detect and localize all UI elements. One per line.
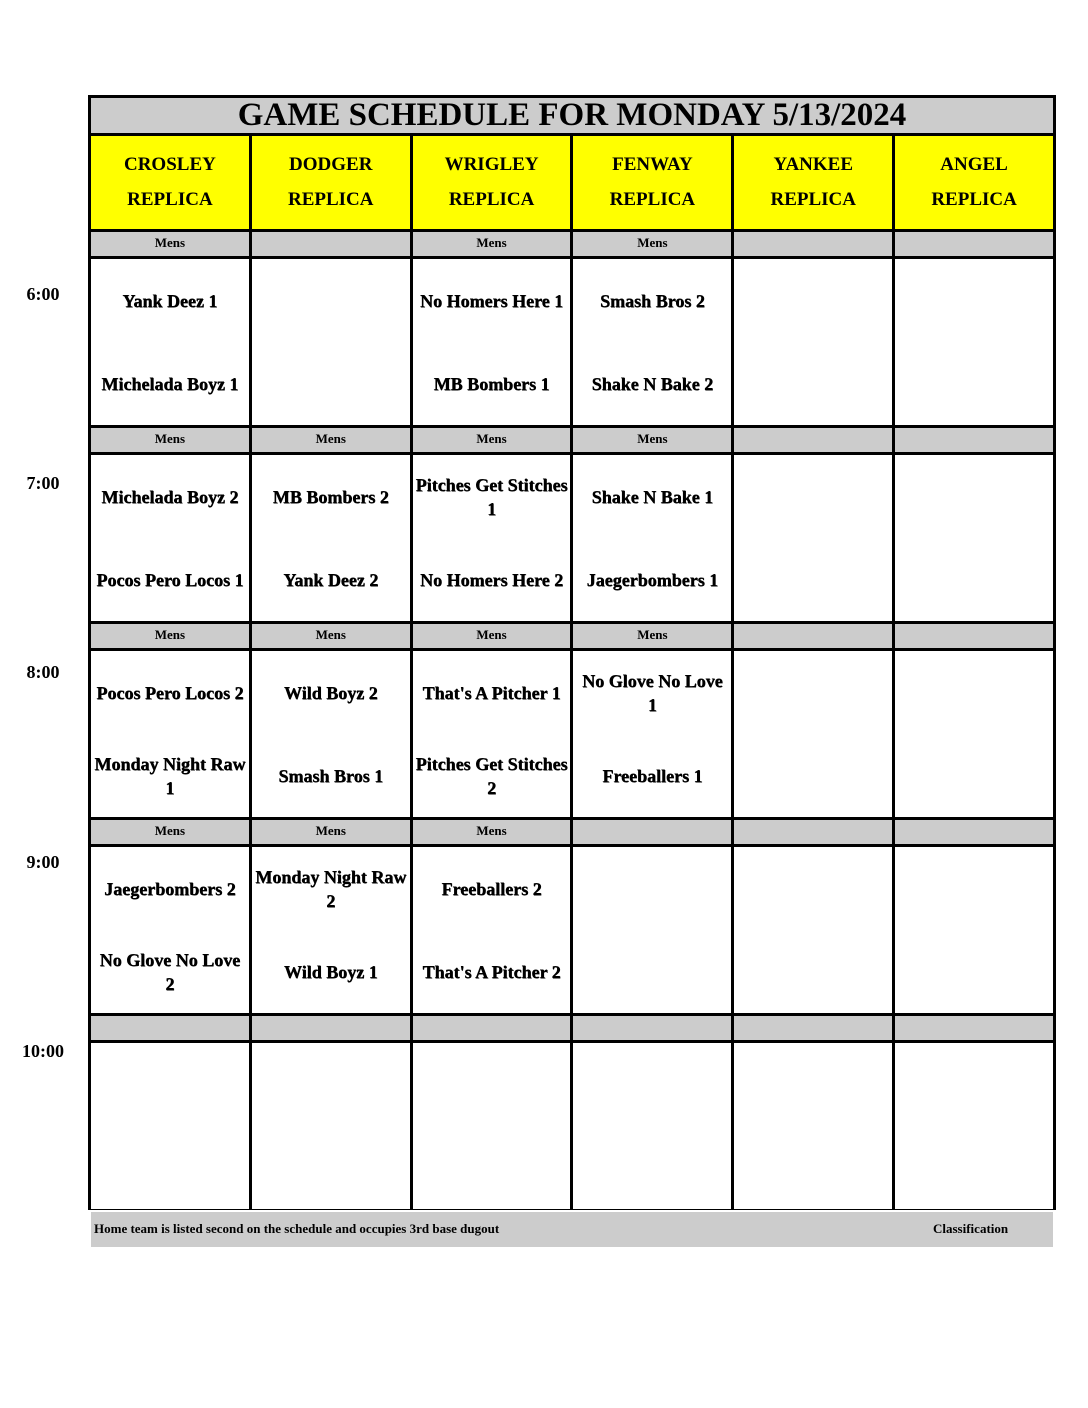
classification-cell: Mens	[91, 232, 249, 256]
game-cell	[895, 259, 1053, 425]
home-team: Shake N Bake 2	[591, 373, 714, 394]
home-team	[734, 1126, 892, 1209]
time-column	[0, 0, 88, 1408]
game-cell	[413, 1043, 571, 1209]
away-team	[895, 651, 1053, 734]
away-team: That's A Pitcher 1	[422, 682, 561, 703]
game-cell	[91, 651, 249, 817]
game-cell	[252, 1043, 410, 1209]
home-team	[252, 1126, 410, 1209]
game-cell	[413, 651, 571, 817]
home-team: No Homers Here 2	[420, 569, 564, 590]
classification-cell: Mens	[91, 624, 249, 648]
game-cell	[573, 847, 731, 1013]
classification-cell: Mens	[573, 624, 731, 648]
classification-cell	[734, 232, 892, 256]
field-type: REPLICA	[448, 189, 535, 210]
field-type: REPLICA	[770, 189, 856, 210]
away-team	[413, 1043, 571, 1126]
field-name: CROSLEY	[123, 154, 216, 175]
classification-cell: Mens	[413, 428, 571, 452]
away-team	[734, 455, 892, 538]
game-cell	[413, 259, 571, 425]
home-team: Pocos Pero Locos 1	[96, 569, 244, 590]
away-team: Freeballers 2	[441, 878, 542, 899]
home-team	[413, 1126, 571, 1209]
game-cell	[734, 1043, 892, 1209]
away-team	[895, 455, 1053, 538]
home-team	[734, 342, 892, 425]
home-team: Yank Deez 2	[283, 569, 379, 590]
game-cell	[895, 1043, 1053, 1209]
field-header	[252, 136, 410, 229]
classification-cell	[895, 624, 1053, 648]
classification-cell	[895, 232, 1053, 256]
classification-cell: Mens	[91, 820, 249, 844]
classification-cell	[413, 1016, 571, 1040]
classification-cell: Mens	[413, 820, 571, 844]
field-header	[573, 136, 731, 229]
time-label: 7:00	[26, 473, 60, 493]
home-team: Pitches Get Stitches 2	[415, 753, 568, 798]
field-type: REPLICA	[609, 189, 696, 210]
field-header	[413, 136, 571, 229]
classification-cell	[573, 820, 731, 844]
classification-cell: Mens	[573, 428, 731, 452]
classification-cell: Mens	[252, 624, 410, 648]
classification-cell	[91, 1016, 249, 1040]
away-team: Shake N Bake 1	[591, 486, 714, 507]
game-cell	[252, 651, 410, 817]
away-team: Pitches Get Stitches 1	[415, 474, 568, 519]
home-team	[734, 930, 892, 1013]
classification-cell: Mens	[413, 624, 571, 648]
classification-cell: Mens	[573, 232, 731, 256]
classification-label: Classification	[933, 1221, 1009, 1236]
field-name: YANKEE	[773, 154, 854, 175]
game-cell	[734, 455, 892, 621]
game-cell	[413, 455, 571, 621]
game-cell	[573, 259, 731, 425]
away-team	[573, 1043, 731, 1126]
away-team	[734, 1043, 892, 1126]
away-team	[895, 259, 1053, 342]
home-team	[895, 538, 1053, 621]
footer-note: Home team is listed second on the schedule and occupies 3rd base dugout	[94, 1221, 500, 1236]
field-name: DODGER	[289, 154, 373, 175]
time-label: 8:00	[26, 662, 60, 682]
classification-cell	[252, 232, 410, 256]
time-label: 10:00	[22, 1041, 64, 1061]
classification-cell	[895, 428, 1053, 452]
game-cell	[895, 455, 1053, 621]
time-label: 6:00	[26, 284, 60, 304]
home-team: MB Bombers 1	[433, 373, 550, 394]
game-cell	[734, 847, 892, 1013]
home-team	[252, 342, 410, 425]
classification-cell: Mens	[252, 428, 410, 452]
field-type: REPLICA	[127, 189, 213, 210]
game-cell	[413, 847, 571, 1013]
home-team	[573, 1126, 731, 1209]
away-team	[734, 259, 892, 342]
home-team	[734, 734, 892, 817]
home-team	[895, 1126, 1053, 1209]
home-team: That's A Pitcher 2	[422, 961, 561, 982]
game-cell	[252, 259, 410, 425]
field-name: WRIGLEY	[444, 154, 539, 175]
away-team: Wild Boyz 2	[283, 682, 378, 703]
classification-cell	[895, 1016, 1053, 1040]
game-cell	[91, 847, 249, 1013]
classification-cell	[734, 428, 892, 452]
away-team	[573, 847, 731, 930]
footer-band	[91, 1212, 1053, 1247]
classification-cell: Mens	[413, 232, 571, 256]
away-team: Michelada Boyz 2	[101, 486, 239, 507]
game-cell	[91, 259, 249, 425]
home-team: Monday Night Raw 1	[94, 753, 246, 798]
away-team: Monday Night Raw 2	[255, 866, 407, 911]
game-cell	[252, 455, 410, 621]
game-cell	[573, 651, 731, 817]
classification-cell	[734, 820, 892, 844]
home-team	[573, 930, 731, 1013]
home-team	[91, 1126, 249, 1209]
away-team: Pocos Pero Locos 2	[96, 682, 244, 703]
game-cell	[895, 847, 1053, 1013]
game-cell	[91, 455, 249, 621]
field-type: REPLICA	[931, 189, 1017, 210]
home-team: Smash Bros 1	[278, 765, 384, 786]
away-team	[734, 847, 892, 930]
field-header	[895, 136, 1053, 229]
away-team: MB Bombers 2	[272, 486, 389, 507]
away-team: Smash Bros 2	[600, 290, 705, 311]
away-team: No Homers Here 1	[420, 290, 564, 311]
game-cell	[734, 259, 892, 425]
game-cell	[573, 455, 731, 621]
field-header	[91, 136, 249, 229]
home-team	[895, 342, 1053, 425]
home-team: Jaegerbombers 1	[586, 569, 719, 590]
away-team: Jaegerbombers 2	[104, 878, 236, 899]
away-team	[252, 259, 410, 342]
classification-cell	[734, 1016, 892, 1040]
game-cell	[252, 847, 410, 1013]
field-name: FENWAY	[612, 154, 693, 175]
field-header	[734, 136, 892, 229]
game-cell	[573, 1043, 731, 1209]
home-team: Michelada Boyz 1	[101, 373, 239, 394]
home-team	[895, 734, 1053, 817]
away-team	[91, 1043, 249, 1126]
game-cell	[734, 651, 892, 817]
classification-cell	[573, 1016, 731, 1040]
away-team	[895, 847, 1053, 930]
classification-cell: Mens	[252, 820, 410, 844]
home-team: Freeballers 1	[602, 765, 703, 786]
away-team	[734, 651, 892, 734]
home-team: Wild Boyz 1	[283, 961, 378, 982]
classification-cell	[734, 624, 892, 648]
away-team: No Glove No Love 1	[582, 670, 723, 715]
away-team: Yank Deez 1	[122, 290, 218, 311]
game-cell	[895, 651, 1053, 817]
field-name: ANGEL	[940, 154, 1008, 175]
game-cell	[91, 1043, 249, 1209]
classification-cell: Mens	[91, 428, 249, 452]
classification-cell	[252, 1016, 410, 1040]
away-team	[252, 1043, 410, 1126]
field-type: REPLICA	[287, 189, 374, 210]
home-team	[734, 538, 892, 621]
time-label: 9:00	[26, 852, 60, 872]
schedule-table	[88, 95, 1056, 1236]
schedule-title: GAME SCHEDULE FOR MONDAY 5/13/2024	[91, 98, 1053, 133]
home-team	[895, 930, 1053, 1013]
classification-cell	[895, 820, 1053, 844]
home-team: No Glove No Love 2	[99, 949, 241, 994]
away-team	[895, 1043, 1053, 1126]
